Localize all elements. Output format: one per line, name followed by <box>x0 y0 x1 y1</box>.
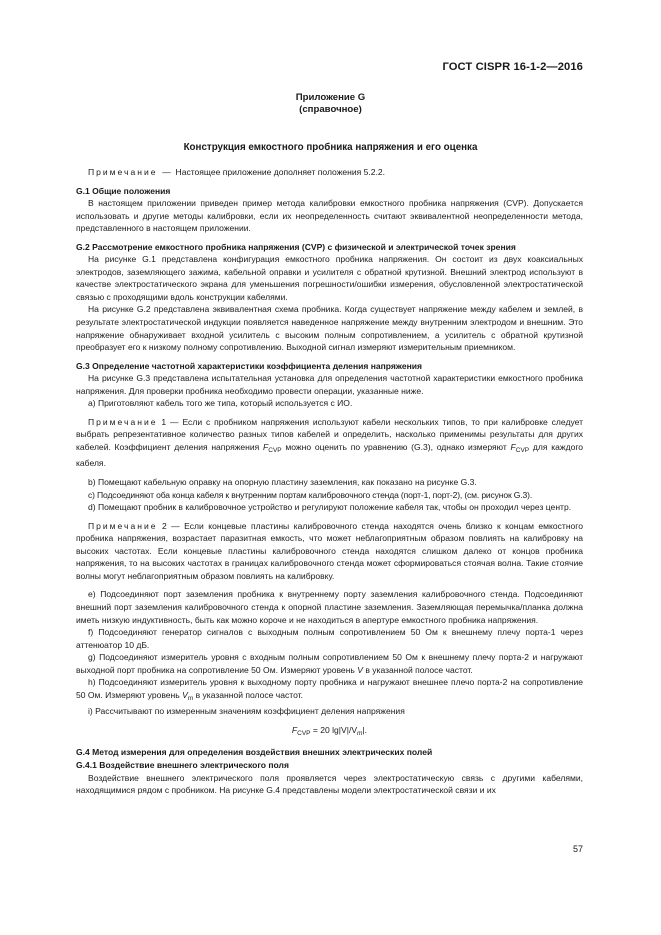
step-d-text: d) Помещают пробник в калибровочное устройство и регулируют положение кабеля так, чтобы он проходил через центр. <box>88 502 572 513</box>
g3-paragraph-1: На рисунке G.3 представлена испытательная установка для определения частотной характеристики емкостного пробника напряжения. Для проверки пробника необходимо провести операции, указанные ниже. <box>76 373 583 396</box>
section-g41-heading: G.4.1 Воздействие внешнего электрического поля <box>76 759 289 770</box>
g41-paragraph-1: Воздействие внешнего электрического поля проявляется через электростатическую связь с другими кабелями, находящимися рядом с пробником. На рисунке G.4 представлены модели электростатической связи и их <box>76 772 583 796</box>
step-c <box>76 489 583 502</box>
note-1-text-2: можно оценить по уравнению (G.3), однако измеряют <box>285 441 507 452</box>
note-1-symbol-2: F <box>510 441 516 452</box>
note-2-label: Примечание <box>88 520 158 531</box>
annex-title: Конструкция емкостного пробника напряжения и его оценка <box>183 142 478 153</box>
section-g4-heading: G.4 Метод измерения для определения воздействия внешних электрических полей <box>76 747 433 758</box>
step-i <box>76 705 583 718</box>
step-c-text: c) Подсоединяют оба конца кабеля к внутренним портам калибровочного стенда (порт-1, порт-2), (см. рисунок G.3). <box>88 489 533 500</box>
g1-paragraph: В настоящем приложении приведен пример метода калибровки емкостного пробника напряжения (CVP). Допускается использовать и другие методы калибровки, если их неопределенность считают эквивалентной неопределенности метода, представленного в настоящем приложении. <box>76 198 583 234</box>
step-h-text: h) Подсоединяют измеритель уровня к выходному порту пробника и нагружают внешнее плечо порта-2 на сопротивление 50 Ом. Измеряют уровень <box>76 677 583 700</box>
note-1-text: — Если с пробником напряжения используют кабели нескольких типов, то при калибровке следует выбрать репрезентативное количество разных типов кабелей и определить, насколько применимы результаты для других кабелей. Коэффициент деления напряжения <box>76 416 584 452</box>
step-g-text-2: в указанной полосе частот. <box>365 664 473 675</box>
annex-label: Приложение G <box>295 92 366 103</box>
section-g1-heading: G.1 Общие положения <box>76 185 171 196</box>
note-label: Примечание <box>88 167 158 177</box>
note-1-symbol-sub: CVP <box>268 446 282 454</box>
formula-symbol-sub: CVP <box>297 729 311 737</box>
step-g-text: g) Подсоединяют измеритель уровня с входным полным сопротивлением 50 Ом к внешнему плечу порта-2 и нагружают выходной порт пробника на сопротивление 50 Ом. Измеряют уровень <box>76 652 583 675</box>
step-h-variable: V <box>182 689 188 700</box>
note-1-number: 1 <box>161 416 167 427</box>
g2-paragraph-2: На рисунке G.2 представлена эквивалентная схема пробника. Когда существует напряжение между кабелем и землей, в результате электростатической индукции появляется наведенное напряжение между внутренним электродом и внешним. Это напряжение обнаруживает входной усилитель с высоким полным сопротивлением, а усилитель с обратной крутизной преобразует его к низкому полному сопротивлению. Выходной сигнал измеряют измерительным приемником. <box>76 304 583 353</box>
formula-m-sub: m <box>357 729 363 737</box>
formula-g3 <box>76 724 583 741</box>
step-h-text-2: в указанной полосе частот. <box>195 689 304 700</box>
note-1-symbol-2-sub: CVP <box>515 446 530 454</box>
step-a <box>76 397 583 410</box>
section-g3-heading: G.3 Определение частотной характеристики коэффициента деления напряжения <box>76 360 422 371</box>
step-g-variable: V <box>357 664 363 675</box>
note-text: Настоящее приложение дополняет положения 5.2.2. <box>175 167 386 177</box>
section-g2-p2 <box>76 303 583 353</box>
note-2 <box>76 520 583 583</box>
step-d <box>76 501 583 514</box>
step-h <box>76 676 583 705</box>
step-g <box>76 651 583 676</box>
section-g2-p1 <box>76 253 583 303</box>
formula-symbol: F <box>291 724 298 735</box>
step-f <box>76 626 583 651</box>
note-2-text: — Если концевые пластины калибровочного стенда находятся очень близко к концам емкостного пробника напряжения, возрастает паразитная емкость, что может неблагоприятным образом повлиять на калибровку на высоких частотах. Если концевые пластины калибровочного стенда находятся слишком далеко от концов пробника напряжения, то на высоких частотах в границах калибровочного стенда может сформироваться стоячая волна. Такие стоячие волны могут неблагоприятным образом повлиять на калибровку. <box>76 520 583 581</box>
intro-note <box>76 166 583 179</box>
annex-type: (справочное) <box>299 104 362 115</box>
note-1-text-3: для каждого кабеля. <box>76 441 584 469</box>
formula-body: = 20 lg|V|/V <box>312 724 358 735</box>
step-e-text: e) Подсоединяют порт заземления пробника к внутреннему порту заземления калибровочного стенда. Подсоединяют внешний порт заземления калибровочного стенда к опорной пластине заземления. Заземляющая перемычка/планка должна иметь низкую индуктивность, быть как можно короче и не находиться в апертуре емкостного пробника напряжения. <box>76 589 583 625</box>
section-g41-p1 <box>76 772 583 797</box>
note-1-symbol: F <box>263 441 269 452</box>
document-header: ГОСТ CISPR 16-1-2—2016 <box>442 61 583 73</box>
page-number: 57 <box>572 844 583 854</box>
step-b-text: b) Помещают кабельную оправку на опорную пластину заземления, как показано на рисунке G.3. <box>88 477 477 488</box>
step-e <box>76 588 583 626</box>
section-g3-p1 <box>76 372 583 397</box>
section-g1-text <box>76 197 583 235</box>
section-g2-heading: G.2 Рассмотрение емкостного пробника напряжения (CVP) с физической и электрической точек зрения <box>76 241 516 252</box>
note-1 <box>76 416 583 470</box>
document-body <box>76 166 583 797</box>
step-f-text: f) Подсоединяют генератор сигналов с выходным полным сопротивлением 50 Ом к внешнему плечу порта-1 через аттенюатор 10 дБ. <box>76 627 583 650</box>
note-2-number: 2 <box>161 520 167 531</box>
note-1-label: Примечание <box>88 416 158 427</box>
g2-paragraph-1: На рисунке G.1 представлена конфигурация емкостного пробника напряжения. Он состоит из двух коаксиальных электродов, заземляющего зажима, кабельной оправки и усилителя с обратной крутизной. Внешний электрод используют в качестве электростатического экрана для уменьшения погрешности/ошибки измерения, обусловленной электростатической связью с проходящими вдоль конструкции кабелями. <box>76 254 583 302</box>
note-dash: — <box>162 167 171 177</box>
step-a-text: а) Приготовляют кабель того же типа, который используется с ИО. <box>88 398 353 409</box>
step-i-text: i) Рассчитывают по измеренным значениям коэффициент деления напряжения <box>88 706 405 717</box>
step-b <box>76 476 583 489</box>
formula-end: |. <box>362 724 368 735</box>
step-h-variable-sub: m <box>187 694 194 702</box>
